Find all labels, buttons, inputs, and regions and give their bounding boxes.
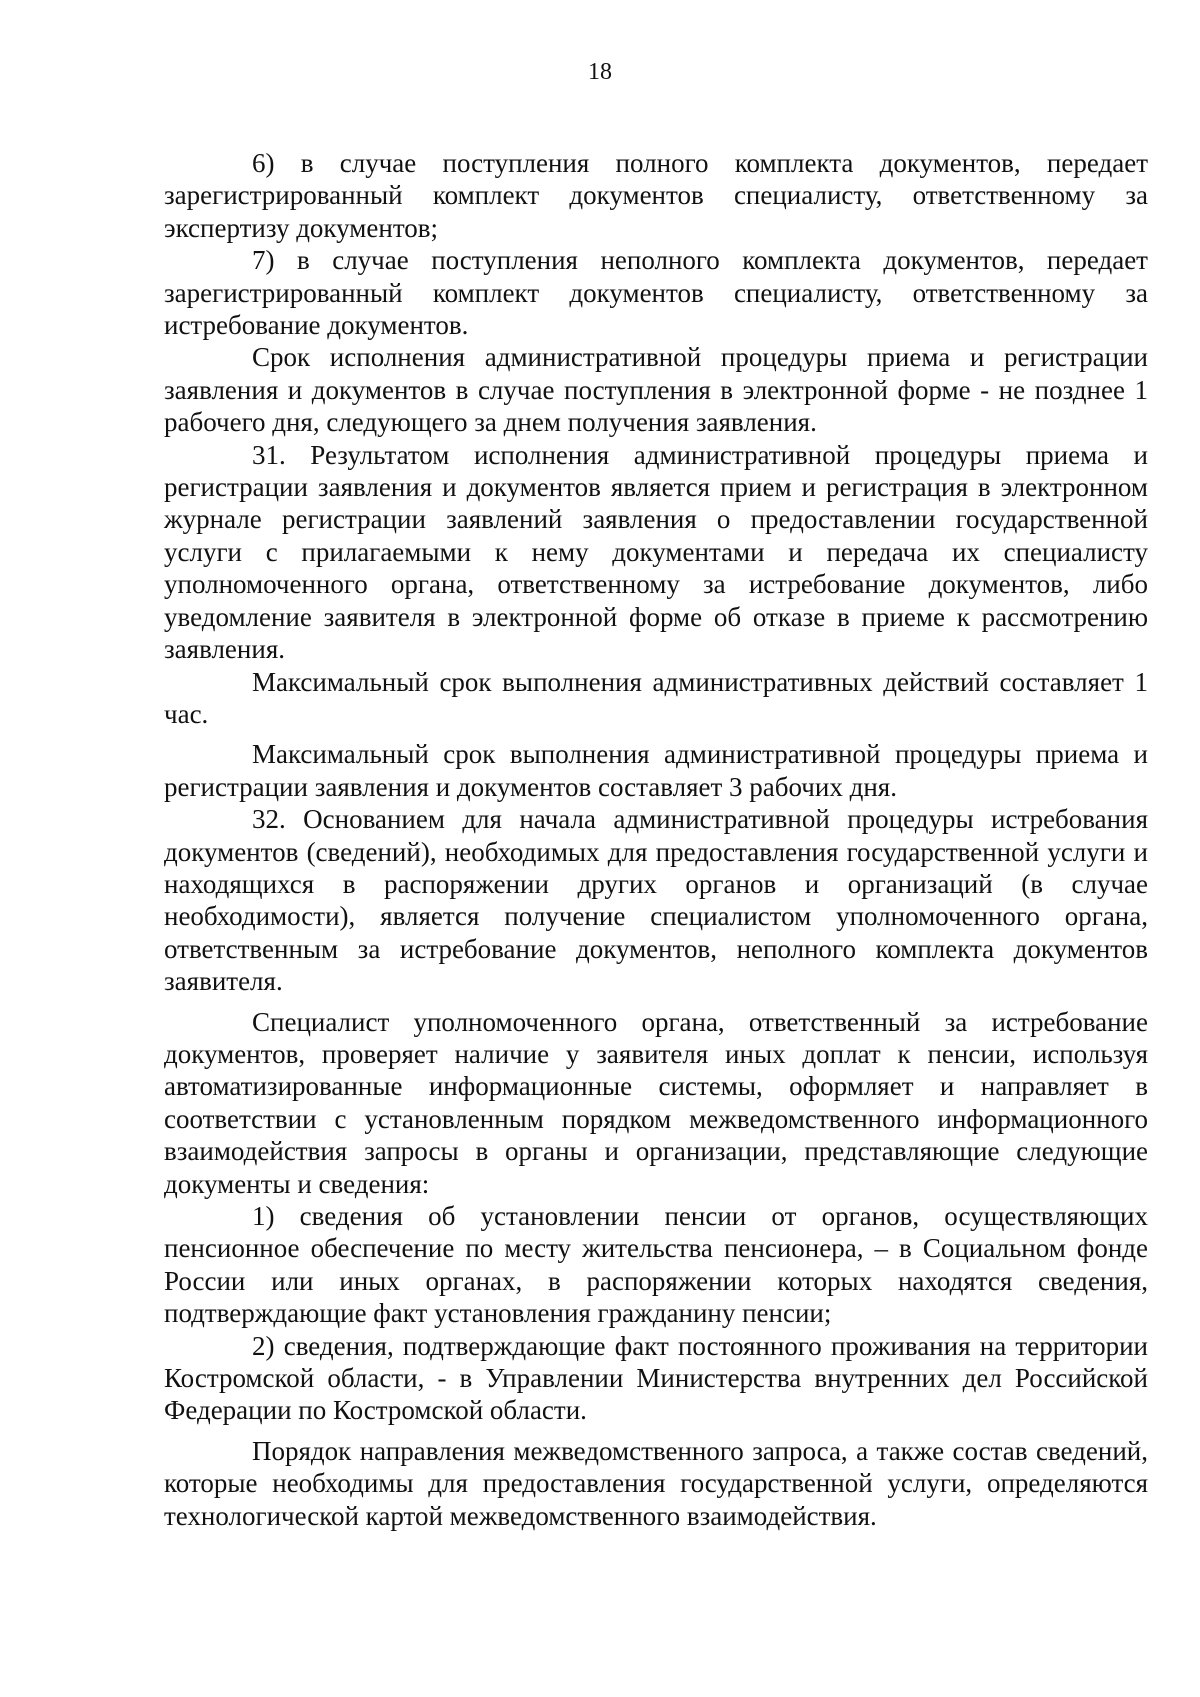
paragraph-request-procedure: Порядок направления межведомственного запроса, а также состав сведений, которые необходимы для предоставления государственной услуги, определяются технологической картой межведомственного взаимодействия. <box>164 1435 1148 1531</box>
paragraph-list-item-1: 1) сведения об установлении пенсии от органов, осуществляющих пенсионное обеспечение по месту жительства пенсионера, – в Социальном фонде России или иных органах, в распоряжении которых находятся сведения, подтверждающие факт установления гражданину пенсии; <box>164 1201 1148 1329</box>
paragraph-list-item-2: 2) сведения, подтверждающие факт постоянного проживания на территории Костромской области, - в Управлении Министерства внутренних дел Российской Федерации по Костромской области. <box>164 1330 1148 1426</box>
paragraph-specialist: Специалист уполномоченного органа, ответственный за истребование документов, проверяет наличие у заявителя иных доплат к пенсии, используя автоматизированные информационные системы, оформляет и направляет в соответствии с установленным порядком межведомственного информационного взаимодействия запросы в органы и организации, представляющие следующие документы и сведения: <box>164 1006 1148 1199</box>
paragraph-max-action-time: Максимальный срок выполнения административных действий составляет 1 час. <box>164 666 1148 729</box>
paragraph-item-6: 6) в случае поступления полного комплекта документов, передает зарегистрированный комплект документов специалисту, ответственному за экспертизу документов; <box>164 148 1148 243</box>
paragraph-32: 32. Основанием для начала административной процедуры истребования документов (сведений), необходимых для предоставления государственной услуги и находящихся в распоряжении других органов и организаций (в случае необходимости), является получение специалистом уполномоченного органа, ответственным за истребование документов, неполного комплекта документов заявителя. <box>164 804 1148 997</box>
paragraph-item-7: 7) в случае поступления неполного комплекта документов, передает зарегистрированный комплект документов специалисту, ответственному за истребование документов. <box>164 245 1148 341</box>
page-number: 18 <box>588 59 612 85</box>
paragraph-max-procedure-time: Максимальный срок выполнения административной процедуры приема и регистрации заявления и документов составляет 3 рабочих дня. <box>164 739 1148 802</box>
document-body <box>164 147 1148 1532</box>
paragraph-31: 31. Результатом исполнения административной процедуры приема и регистрации заявления и документов является прием и регистрация в электронном журнале регистрации заявлений заявления о предоставлении государственной услуги с прилагаемыми к нему документами и передача их специалисту уполномоченного органа, ответственному за истребование документов, либо уведомление заявителя в электронной форме об отказе в приеме к рассмотрению заявления. <box>164 439 1148 665</box>
paragraph-deadline: Срок исполнения административной процедуры приема и регистрации заявления и документов в случае поступления в электронной форме - не позднее 1 рабочего дня, следующего за днем получения заявления. <box>164 342 1148 438</box>
